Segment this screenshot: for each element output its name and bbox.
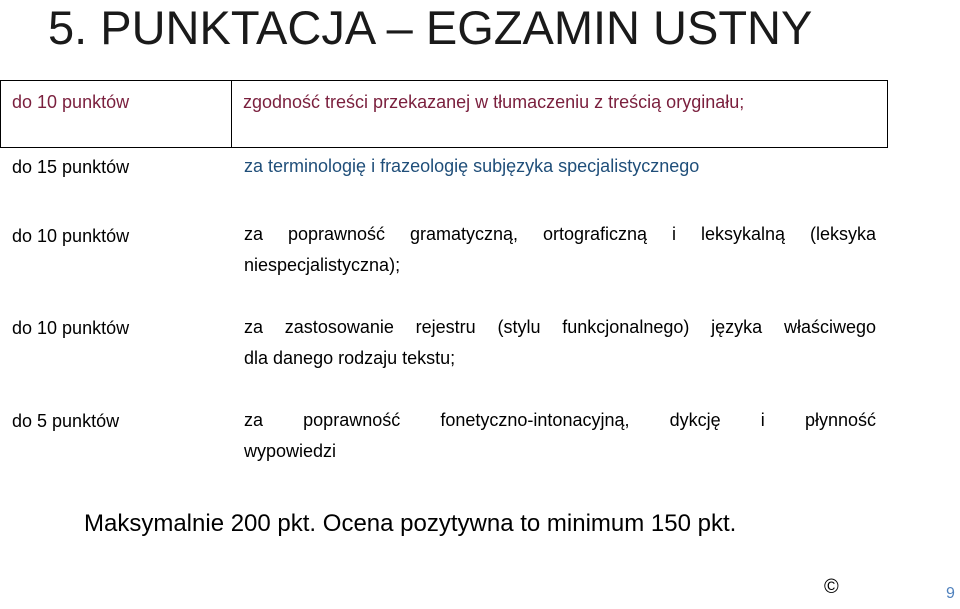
copyright-symbol: © (824, 576, 839, 598)
row-description (244, 405, 876, 467)
row-description (244, 312, 876, 374)
table-row (0, 80, 888, 148)
table-cell-points (0, 80, 232, 148)
row-label: do 5 punktów (12, 411, 120, 431)
row-label: do 10 punktów (12, 92, 130, 112)
row-description-line: za poprawność gramatyczną, ortograficzną i leksykalną (leksyka (244, 224, 876, 244)
row-label: do 10 punktów (12, 226, 130, 246)
page-number: 9 (946, 585, 955, 602)
row-description-line: niespecjalistyczna); (244, 255, 401, 275)
row-description-line: wypowiedzi (244, 441, 337, 461)
page-title: 5. PUNKTACJA – EGZAMIN USTNY (48, 1, 813, 54)
row-description-text: za terminologię i frazeologię subjęzyka specjalistycznego (244, 156, 700, 176)
row-description (244, 151, 876, 182)
row-description-line: dla danego rodzaju tekstu; (244, 348, 456, 368)
row-description: zgodność treści przekazanej w tłumaczeniu z treścią oryginału; (243, 92, 745, 112)
row-label: do 10 punktów (12, 318, 130, 338)
row-description-line: za poprawność fonetyczno-intonacyjną, dykcję i płynność (244, 410, 876, 430)
row-description (244, 219, 876, 281)
row-description-line: za zastosowanie rejestru (stylu funkcjonalnego) języka właściwego (244, 317, 876, 337)
row-label: do 15 punktów (12, 157, 130, 177)
summary-text: Maksymalnie 200 pkt. Ocena pozytywna to minimum 150 pkt. (84, 510, 737, 537)
table-cell-criterion (232, 80, 888, 148)
